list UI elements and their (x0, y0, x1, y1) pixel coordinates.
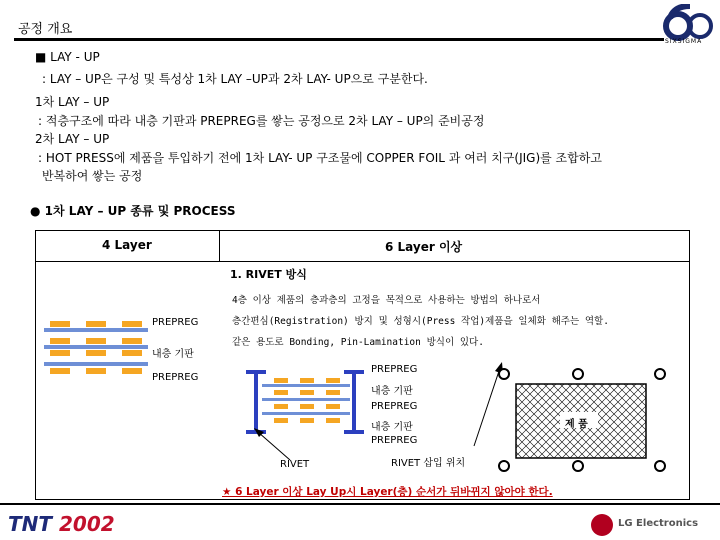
footer-brand-year: 2002 (59, 512, 115, 536)
rivet-desc-line-3: 같은 용도로 Bonding, Pin-Lamination 방식이 있다. (232, 337, 484, 348)
bullet-square: ■ (35, 50, 47, 64)
stack-label-4: 내층 기판 (371, 422, 413, 433)
first-layup-heading: 1차 LAY – UP (35, 95, 110, 109)
second-layup-desc-1: : HOT PRESS에 제품을 투입하기 전에 1차 LAY- UP 구조물에 COPPER FOIL 과 여러 치구(JIG)를 조합하고 (38, 151, 602, 165)
first-layup-desc: : 적층구조에 따라 내층 기판과 PREPREG를 쌓는 공정으로 2차 LAY – UP의 준비공정 (38, 114, 485, 128)
rivet-hole-tr (655, 369, 665, 379)
rivet-desc-line-1: 4층 이상 제품의 층과층의 고정을 목적으로 사용하는 방법의 하나로서 (232, 295, 541, 306)
footer-brand (8, 512, 115, 536)
second-layup-heading: 2차 LAY – UP (35, 132, 110, 146)
product-label: 제 품 (565, 419, 588, 430)
col-6layer-header: 6 Layer 이상 (385, 240, 463, 254)
prepreg-top-layer (44, 321, 148, 332)
page-title: 공정 개요 (18, 22, 73, 37)
four-layer-stack-diagram (40, 318, 152, 380)
rivet-label: RIVET (280, 459, 310, 470)
stack-label-5: PREPREG (371, 435, 418, 446)
stack-label-3: PREPREG (371, 401, 418, 412)
second-layup-desc-2: 반복하여 쌓는 공정 (42, 169, 143, 183)
rivet-hole-tl (499, 369, 509, 379)
rivet-desc-line-2: 층간편심(Registration) 방지 및 성형시(Press 작업)제품을 일체화 해주는 역할. (232, 316, 609, 327)
bullet-dot: ● (30, 204, 41, 218)
col-4layer-header: 4 Layer (102, 238, 152, 252)
table-column-divider (219, 230, 220, 262)
left-label-prepreg-bottom: PREPREG (152, 372, 199, 383)
footer-lg-electronics: LG Electronics (618, 518, 699, 529)
prepreg-bottom-layer (44, 362, 148, 374)
left-label-inner-board: 내층 기판 (152, 349, 194, 360)
rivet-method-title: 1. RIVET 방식 (230, 268, 307, 281)
warning-note: ★ 6 Layer 이상 Lay Up시 Layer(층) 순서가 뒤바뀌지 않아야 한다. (222, 486, 553, 498)
logo-text: SIXSIGMA (665, 38, 703, 45)
rivet-hole-tm (573, 369, 583, 379)
rivet-hole-bm (573, 461, 583, 471)
rivet-hole-bl (499, 461, 509, 471)
rivet-position-label: RIVET 삽입 위치 (391, 458, 466, 469)
inner-board-layer (44, 338, 148, 356)
title-rule (14, 38, 664, 41)
section-heading: 1차 LAY – UP 종류 및 PROCESS (44, 204, 236, 218)
stack-label-2: 내층 기판 (371, 386, 413, 397)
lg-logo-icon (591, 514, 613, 536)
footer-rule (0, 503, 720, 505)
intro-heading: LAY - UP (50, 50, 100, 64)
stack-label-1: PREPREG (371, 364, 418, 375)
footer-brand-tnt: TNT (8, 512, 53, 536)
intro-heading-line (35, 50, 100, 64)
left-label-prepreg-top: PREPREG (152, 317, 199, 328)
stack-layers (262, 378, 350, 423)
section-heading-line (30, 202, 235, 219)
rivet-hole-br (655, 461, 665, 471)
intro-desc: : LAY – UP은 구성 및 특성상 1차 LAY –UP과 2차 LAY- UP으로 구분한다. (42, 72, 428, 86)
